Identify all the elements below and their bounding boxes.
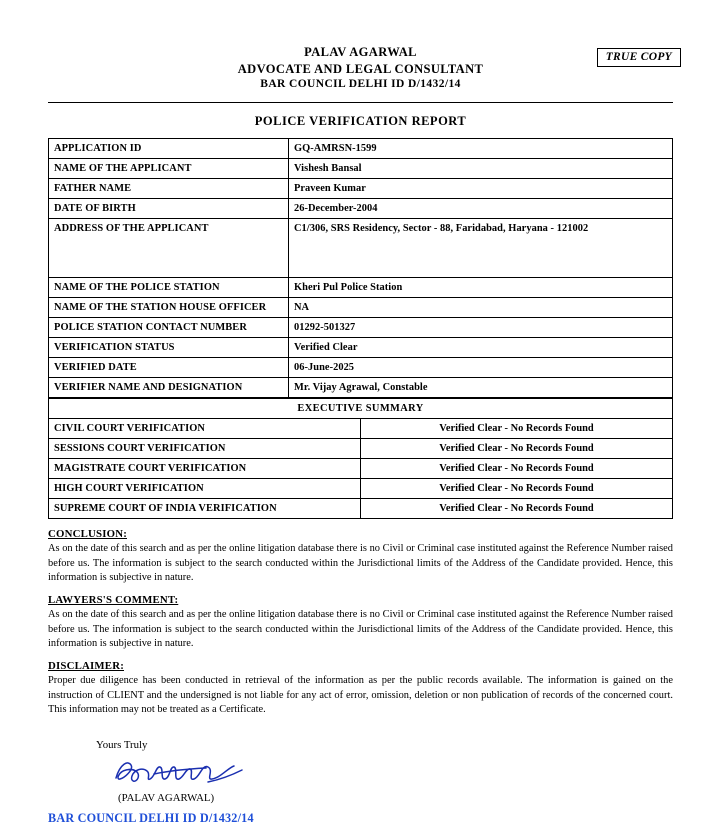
executive-summary-table xyxy=(48,398,673,519)
letterhead xyxy=(48,44,673,92)
detail-value: Mr. Vijay Agrawal, Constable xyxy=(289,378,673,398)
page-title: POLICE VERIFICATION REPORT xyxy=(254,114,467,129)
signatory-name: (PALAV AGARWAL) xyxy=(118,792,215,805)
executive-summary-heading: EXECUTIVE SUMMARY xyxy=(49,399,673,419)
detail-label: FATHER NAME xyxy=(49,179,289,199)
table-row xyxy=(49,159,673,179)
conclusion-body: As on the date of this search and as per the online litigation database there is no Civil or Criminal case instituted against the Reference Number raised before us. The information is subject to the search conducted within the Jurisdictional limits of the Address of the Candidate provided. Hence, this information is subjective in nature. xyxy=(48,543,673,583)
table-row xyxy=(49,278,673,298)
table-row xyxy=(49,479,673,499)
table-row xyxy=(49,419,673,439)
conclusion-section xyxy=(48,528,673,585)
conclusion-title: CONCLUSION: xyxy=(48,528,127,541)
detail-value: Vishesh Bansal xyxy=(289,159,673,179)
detail-value: 06-June-2025 xyxy=(289,358,673,378)
table-row xyxy=(49,298,673,318)
applicant-details-table xyxy=(48,138,673,398)
table-row xyxy=(49,358,673,378)
summary-result: Verified Clear - No Records Found xyxy=(361,459,673,479)
disclaimer-section xyxy=(48,660,673,717)
summary-label: SUPREME COURT OF INDIA VERIFICATION xyxy=(49,499,361,519)
detail-label: NAME OF THE STATION HOUSE OFFICER xyxy=(49,298,289,318)
header-divider xyxy=(48,102,673,103)
advocate-designation: ADVOCATE AND LEGAL CONSULTANT xyxy=(237,61,484,76)
table-row xyxy=(49,399,673,419)
signature-block xyxy=(48,739,673,826)
table-row xyxy=(49,179,673,199)
detail-label: NAME OF THE POLICE STATION xyxy=(49,278,289,298)
disclaimer-body: Proper due diligence has been conducted in retrieval of the information as per the public records available. The information is gained on the instruction of CLIENT and the undersigned is not liable for any act of error, omission, deletion or non publication of records of the concerned court. This information may not be treated as a Certificate. xyxy=(48,675,673,716)
table-row xyxy=(49,338,673,358)
detail-value: 01292-501327 xyxy=(289,318,673,338)
detail-label: APPLICATION ID xyxy=(49,139,289,159)
detail-value: Praveen Kumar xyxy=(289,179,673,199)
table-row xyxy=(49,139,673,159)
summary-label: HIGH COURT VERIFICATION xyxy=(49,479,361,499)
closing-salutation: Yours Truly xyxy=(96,739,148,752)
table-row xyxy=(49,219,673,278)
detail-value: GQ-AMRSN-1599 xyxy=(289,139,673,159)
advocate-bar-council-id: BAR COUNCIL DELHI ID D/1432/14 xyxy=(260,78,461,90)
detail-label: VERIFIER NAME AND DESIGNATION xyxy=(49,378,289,398)
detail-label: POLICE STATION CONTACT NUMBER xyxy=(49,318,289,338)
table-row xyxy=(49,439,673,459)
lawyers-comment-body: As on the date of this search and as per the online litigation database there is no Civil or Criminal case instituted against the Reference Number raised before us. The information is subject to the search conducted within the Jurisdictional limits of the Address of the Candidate provided. Hence, this information is subjective in nature. xyxy=(48,609,673,649)
detail-value: Kheri Pul Police Station xyxy=(289,278,673,298)
signature-bar-council-id: BAR COUNCIL DELHI ID D/1432/14 xyxy=(48,811,254,826)
summary-label: CIVIL COURT VERIFICATION xyxy=(49,419,361,439)
table-row xyxy=(49,199,673,219)
detail-value: 26-December-2004 xyxy=(289,199,673,219)
detail-label: ADDRESS OF THE APPLICANT xyxy=(49,219,289,278)
summary-result: Verified Clear - No Records Found xyxy=(361,419,673,439)
summary-result: Verified Clear - No Records Found xyxy=(361,479,673,499)
detail-value: Verified Clear xyxy=(289,338,673,358)
table-row xyxy=(49,318,673,338)
disclaimer-title: DISCLAIMER: xyxy=(48,660,124,673)
lawyers-comment-section xyxy=(48,594,673,651)
table-row xyxy=(49,378,673,398)
detail-label: DATE OF BIRTH xyxy=(49,199,289,219)
true-copy-stamp: TRUE COPY xyxy=(597,48,681,67)
advocate-name: PALAV AGARWAL xyxy=(304,45,417,59)
handwritten-signature-icon xyxy=(110,754,260,790)
detail-label: NAME OF THE APPLICANT xyxy=(49,159,289,179)
table-row xyxy=(49,459,673,479)
table-row xyxy=(49,499,673,519)
summary-label: SESSIONS COURT VERIFICATION xyxy=(49,439,361,459)
detail-label: VERIFIED DATE xyxy=(49,358,289,378)
lawyers-comment-title: LAWYERS'S COMMENT: xyxy=(48,594,179,607)
summary-result: Verified Clear - No Records Found xyxy=(361,439,673,459)
detail-value: NA xyxy=(289,298,673,318)
detail-label: VERIFICATION STATUS xyxy=(49,338,289,358)
detail-value: C1/306, SRS Residency, Sector - 88, Faridabad, Haryana - 121002 xyxy=(289,219,673,278)
summary-result: Verified Clear - No Records Found xyxy=(361,499,673,519)
summary-label: MAGISTRATE COURT VERIFICATION xyxy=(49,459,361,479)
